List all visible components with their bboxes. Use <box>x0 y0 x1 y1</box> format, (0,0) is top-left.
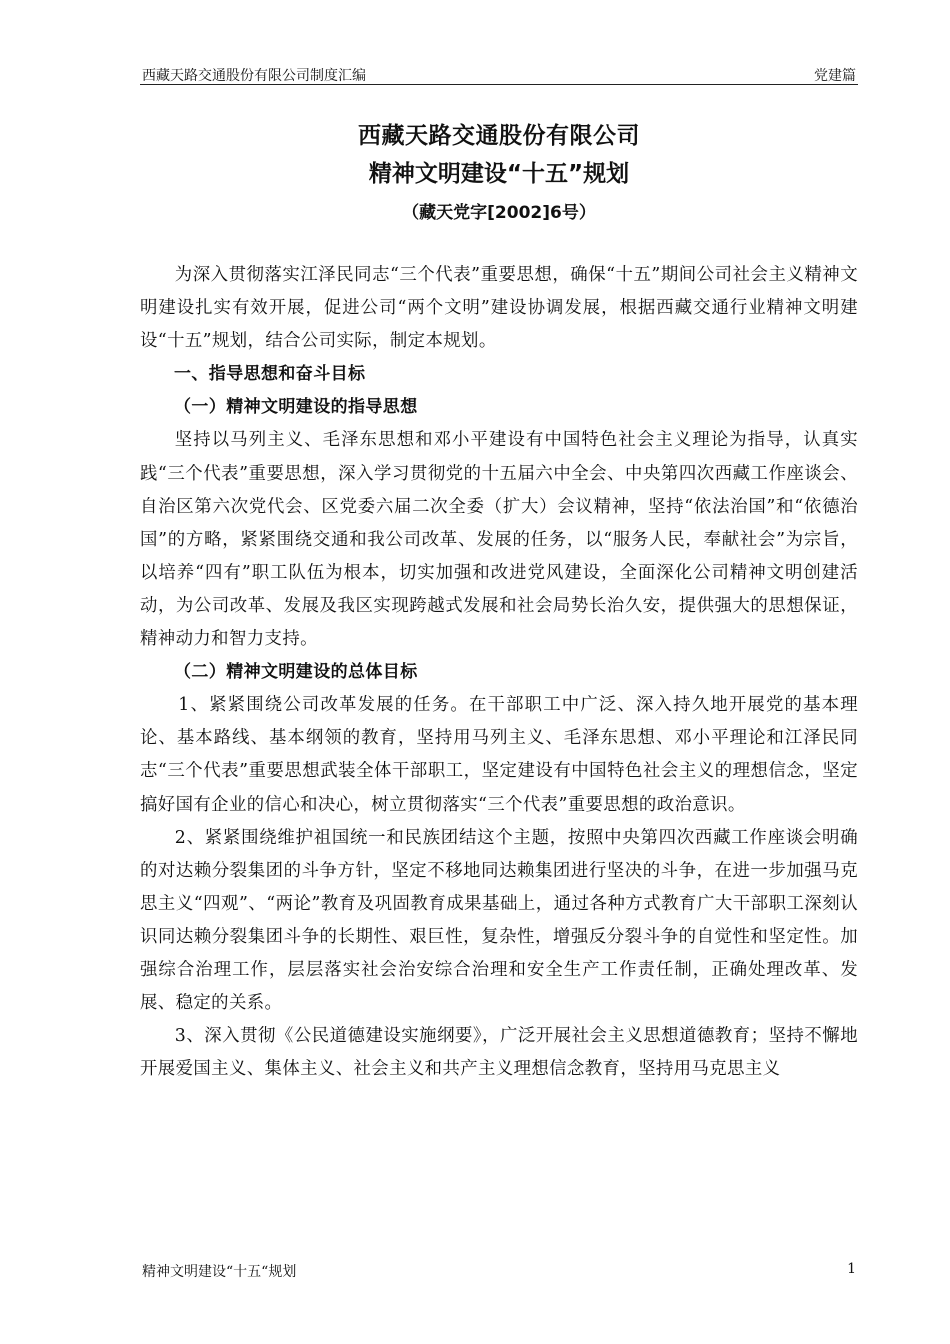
page-number: 1 <box>847 1261 856 1277</box>
document-title: 精神文明建设“十五”规划 <box>368 161 630 187</box>
subsection-heading: （一）精神文明建设的指导思想 <box>174 397 418 418</box>
document-number: （藏天党字[2002]6号） <box>402 203 596 223</box>
goal-item-2: 2、紧紧围绕维护祖国统一和民族团结这个主题，按照中央第四次西藏工作座谈会明确的对达赖分裂集团的斗争方针，坚定不移地同达赖集团进行坚决的斗争，在进一步加强马克思主义“四观”、“两论”教育及巩固教育成果基础上，通过各种方式教育广大干部职工深刻认识同达赖分裂集团斗争的长期性、艰巨性，复杂性，增强反分裂斗争的自觉性和坚定性。加强综合治理工作，层层落实社会治安综合治理和安全生产工作责任制，正确处理改革、发展、稳定的关系。 <box>140 827 858 1014</box>
title-block <box>140 118 858 228</box>
intro-paragraph: 为深入贯彻落实江泽民同志“三个代表”重要思想，确保“十五”期间公司社会主义精神文明建设扎实有效开展，促进公司“两个文明”建设协调发展，根据西藏交通行业精神文明建设“十五”规划，结合公司实际，制定本规划。 <box>140 265 858 352</box>
document-body <box>140 259 858 1086</box>
header-document-collection: 西藏天路交通股份有限公司制度汇编 <box>142 68 366 84</box>
goal-item-1: 1、紧紧围绕公司改革发展的任务。在干部职工中广泛、深入持久地开展党的基本理论、基本路线、基本纲领的教育，坚持用马列主义、毛泽东思想、邓小平理论和江泽民同志“三个代表”重要思想武装全体干部职工，坚定建设有中国特色社会主义的理想信念，坚定搞好国有企业的信心和决心，树立贯彻落实“三个代表”重要思想的政治意识。 <box>140 695 858 815</box>
footer-document-title: 精神文明建设“十五“规划 <box>142 1264 297 1280</box>
guiding-ideology-paragraph: 坚持以马列主义、毛泽东思想和邓小平建设有中国特色社会主义理论为指导，认真实践“三个代表”重要思想，深入学习贯彻党的十五届六中全会、中央第四次西藏工作座谈会、自治区第六次党代会、区党委六届二次全委（扩大）会议精神，坚持“依法治国”和“依德治国”的方略，紧紧围绕交通和我公司改革、发展的任务，以“服务人民，奉献社会”为宗旨，以培养“四有”职工队伍为根本，切实加强和改进党风建设，全面深化公司精神文明创建活动，为公司改革、发展及我区实现跨越式发展和社会局势长治久安，提供强大的思想保证，精神动力和智力支持。 <box>140 430 858 650</box>
page-header <box>140 62 858 85</box>
section-heading: 一、指导思想和奋斗目标 <box>174 364 366 385</box>
header-section-name: 党建篇 <box>814 68 856 84</box>
company-title: 西藏天路交通股份有限公司 <box>358 123 640 149</box>
subsection-heading: （二）精神文明建设的总体目标 <box>174 662 418 683</box>
goal-item-3: 3、深入贯彻《公民道德建设实施纲要》，广泛开展社会主义思想道德教育；坚持不懈地开展爱国主义、集体主义、社会主义和共产主义理想信念教育，坚持用马克思主义 <box>140 1026 858 1080</box>
